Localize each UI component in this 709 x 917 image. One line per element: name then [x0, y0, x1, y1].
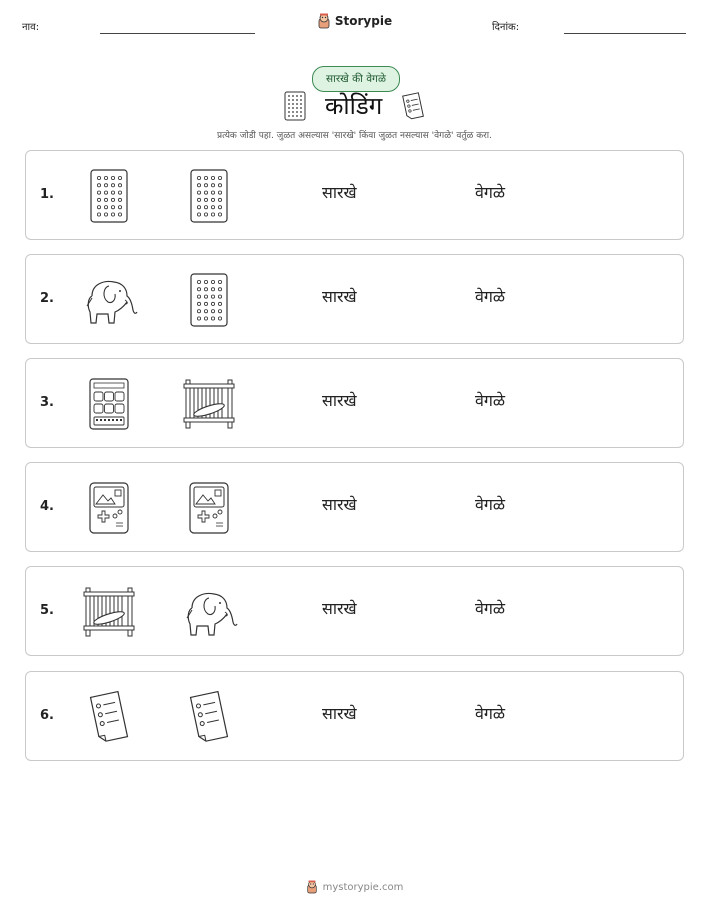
row-number: 1. [40, 187, 54, 202]
name-label: नाव: [22, 22, 40, 33]
different-option[interactable]: वेगळे [475, 704, 506, 723]
brand-name: Storypie [334, 14, 393, 28]
brand-logo [0, 13, 709, 29]
same-option[interactable]: सारखे [322, 183, 357, 202]
elephant-icon [74, 265, 144, 335]
footer [0, 880, 709, 894]
date-label: दिनांक: [492, 22, 520, 33]
checklist-icon [174, 682, 244, 752]
braille-icon [174, 265, 244, 335]
exercise-row [25, 150, 684, 240]
topic-badge: सारखे की वेगळे [312, 66, 400, 92]
exercise-row [25, 566, 684, 656]
exercise-row [25, 358, 684, 448]
row-number: 2. [40, 291, 54, 306]
braille-icon [284, 91, 306, 125]
same-option[interactable]: सारखे [322, 287, 357, 306]
loom-icon [174, 369, 244, 439]
same-option[interactable]: सारखे [322, 391, 357, 410]
same-option[interactable]: सारखे [322, 704, 357, 723]
calculator-icon [74, 369, 144, 439]
checklist-icon [74, 682, 144, 752]
braille-icon [174, 161, 244, 231]
different-option[interactable]: वेगळे [475, 183, 506, 202]
same-option[interactable]: सारखे [322, 495, 357, 514]
different-option[interactable]: वेगळे [475, 287, 506, 306]
date-field-line[interactable] [564, 33, 686, 34]
same-option[interactable]: सारखे [322, 599, 357, 618]
checklist-icon [400, 91, 428, 125]
elephant-icon [174, 577, 244, 647]
different-option[interactable]: वेगळे [475, 495, 506, 514]
braille-icon [74, 161, 144, 231]
row-number: 3. [40, 395, 54, 410]
footer-url[interactable]: mystorypie.com [322, 881, 404, 893]
different-option[interactable]: वेगळे [475, 599, 506, 618]
loom-icon [74, 577, 144, 647]
exercise-row [25, 254, 684, 344]
exercise-row [25, 462, 684, 552]
game-console-icon [74, 473, 144, 543]
name-field-line[interactable] [100, 33, 255, 34]
storypie-mascot-icon [317, 13, 331, 29]
game-console-icon [174, 473, 244, 543]
different-option[interactable]: वेगळे [475, 391, 506, 410]
row-number: 5. [40, 603, 54, 618]
exercise-row [25, 671, 684, 761]
page-title: कोडिंग [325, 92, 383, 120]
storypie-mascot-icon [306, 880, 318, 894]
row-number: 4. [40, 499, 54, 514]
title-row [0, 89, 709, 123]
instructions: प्रत्येक जोडी पहा. जुळत असल्यास 'सारखे' किंवा जुळत नसल्यास 'वेगळे' वर्तुळ करा. [216, 131, 492, 141]
row-number: 6. [40, 708, 54, 723]
